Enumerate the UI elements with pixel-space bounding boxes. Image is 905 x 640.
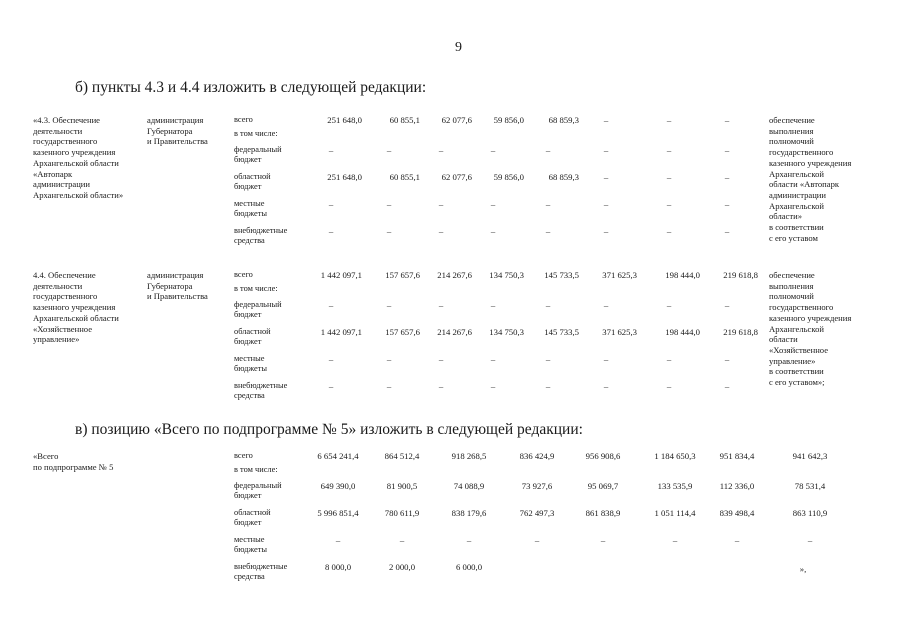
text-line: бюджеты: [234, 545, 268, 554]
section_44-value-cell: –: [603, 354, 609, 364]
section_44-source-label: [234, 354, 267, 374]
heading-b: б) пункты 4.3 и 4.4 изложить в следующей редакции:: [75, 79, 427, 96]
text-line: обеспечение: [769, 115, 815, 125]
section_44-source-label: [234, 327, 271, 347]
section_43-value-cell: –: [603, 199, 609, 209]
text-line: в соответствии: [769, 366, 824, 377]
section_total-source-label: [234, 451, 253, 461]
section_44-value-cell: 198 444,0: [665, 270, 700, 280]
text-line: области: [769, 334, 798, 345]
section_44-result: [769, 270, 851, 388]
section_44-executor: [147, 270, 208, 302]
section_43-value-cell: 60 855,1: [389, 172, 420, 182]
text-line: средства: [234, 391, 265, 400]
section_44-value-cell: –: [603, 300, 609, 310]
section_43-value-cell: –: [603, 172, 609, 182]
text-line: бюджет: [234, 518, 262, 527]
section_total-value-cell: –: [600, 535, 606, 545]
text-line: администрация: [147, 115, 204, 125]
section_44-value-cell: 198 444,0: [665, 327, 700, 337]
section_total-title: [33, 451, 113, 472]
section_total-value-cell: 5 996 851,4: [317, 508, 359, 518]
page-number: 9: [455, 40, 462, 55]
section_43-source-label: [234, 226, 287, 246]
section_44-value-cell: 219 618,8: [723, 270, 758, 280]
section_43-value-cell: –: [545, 199, 551, 209]
section_total-value-cell: 95 069,7: [587, 481, 619, 491]
section_44-value-cell: –: [386, 354, 392, 364]
section_43-source-label: [234, 172, 271, 192]
section_43-value-cell: –: [328, 199, 334, 209]
section_44-value-cell: –: [603, 381, 609, 391]
section_43-value-cell: –: [724, 145, 730, 155]
text-line: бюджеты: [234, 209, 268, 218]
section_44-value-cell: –: [666, 300, 672, 310]
section_total-closing-mark: »,: [799, 564, 807, 574]
section_total-value-cell: 951 834,4: [719, 451, 755, 461]
text-line: средства: [234, 572, 265, 581]
section_43-source-label: [234, 129, 278, 139]
text-line: администрации: [769, 189, 827, 200]
text-line: полномочий: [769, 291, 814, 302]
section_43-value-cell: –: [724, 115, 730, 125]
text-line: «Хозяйственное: [769, 344, 829, 355]
section_43-value-cell: –: [724, 199, 730, 209]
section_44-value-cell: –: [328, 300, 334, 310]
section_total-value-cell: 863 110,9: [792, 508, 828, 518]
text-line: области»: [769, 211, 803, 222]
text-line: внебюджетные: [234, 381, 288, 390]
section_total-value-cell: 861 838,9: [585, 508, 621, 518]
text-line: управление»: [33, 334, 80, 345]
section_total-source-label: [234, 481, 282, 501]
section_total-value-cell: 78 531,4: [794, 481, 826, 491]
section_44-source-label: [234, 381, 287, 401]
section_total-value-cell: 2 000,0: [388, 562, 416, 572]
text-line: администрация: [147, 270, 204, 280]
section_total-value-cell: 956 908,6: [585, 451, 621, 461]
section_44-value-cell: –: [724, 300, 730, 310]
section_44-value-cell: –: [545, 381, 551, 391]
section_44-value-cell: –: [490, 300, 496, 310]
section_44-value-cell: 219 618,8: [723, 327, 758, 337]
section_44-value-cell: –: [666, 381, 672, 391]
text-line: в том числе:: [234, 129, 278, 138]
section_43-source-label: [234, 115, 253, 125]
text-line: Архангельской: [769, 168, 824, 179]
text-line: «Всего: [33, 451, 59, 461]
text-line: областной: [234, 327, 271, 336]
section_total-value-cell: 762 497,3: [519, 508, 555, 518]
section_44-value-cell: 145 733,5: [544, 327, 579, 337]
section_total-value-cell: 941 642,3: [792, 451, 828, 461]
section_total-value-cell: 780 611,9: [384, 508, 420, 518]
section_44-value-cell: –: [328, 354, 334, 364]
text-line: с его уставом»;: [769, 377, 825, 388]
section_total-value-cell: –: [466, 535, 472, 545]
section_43-value-cell: 68 859,3: [548, 115, 579, 125]
text-line: выполнения: [769, 125, 814, 136]
section_43-source-label: [234, 199, 267, 219]
text-line: в том числе:: [234, 465, 278, 474]
text-line: бюджет: [234, 337, 262, 346]
section_44-value-cell: 214 267,6: [437, 270, 472, 280]
text-line: «Хозяйственное: [33, 323, 93, 334]
text-line: полномочий: [769, 136, 814, 147]
section_43-result: [769, 115, 851, 243]
section_44-value-cell: –: [386, 300, 392, 310]
section_44-value-cell: 1 442 097,1: [320, 270, 362, 280]
section_43-value-cell: –: [666, 199, 672, 209]
section_44-value-cell: –: [438, 354, 444, 364]
section_total-value-cell: 839 498,4: [719, 508, 755, 518]
text-line: «Автопарк: [33, 168, 73, 179]
section_44-value-cell: 214 267,6: [437, 327, 472, 337]
text-line: Губернатора: [147, 125, 193, 136]
section_total-value-cell: 864 512,4: [384, 451, 420, 461]
section_43-value-cell: –: [386, 226, 392, 236]
text-line: местные: [234, 354, 265, 363]
section_43-executor: [147, 115, 208, 147]
section_43-value-cell: 62 077,6: [441, 172, 472, 182]
section_total-value-cell: –: [672, 535, 678, 545]
text-line: Архангельской: [769, 323, 824, 334]
section_43-value-cell: –: [490, 145, 496, 155]
section_43-value-cell: –: [490, 199, 496, 209]
section_43-value-cell: 68 859,3: [548, 172, 579, 182]
section_43-value-cell: –: [545, 226, 551, 236]
section_43-value-cell: –: [328, 226, 334, 236]
section_43-value-cell: 251 648,0: [327, 115, 362, 125]
section_44-value-cell: –: [666, 354, 672, 364]
section_total-value-cell: 133 535,9: [657, 481, 693, 491]
text-line: бюджет: [234, 310, 262, 319]
section_44-value-cell: –: [490, 354, 496, 364]
text-line: внебюджетные: [234, 562, 288, 571]
section_total-source-label: [234, 535, 267, 555]
section_43-value-cell: 251 648,0: [327, 172, 362, 182]
section_44-value-cell: –: [545, 354, 551, 364]
text-line: всего: [234, 115, 253, 124]
text-line: бюджет: [234, 182, 262, 191]
text-line: Архангельской области: [33, 312, 119, 323]
heading-v: в) позицию «Всего по подпрограмме № 5» изложить в следующей редакции:: [75, 421, 583, 438]
text-line: местные: [234, 199, 265, 208]
text-line: государственного: [769, 302, 834, 313]
section_43-value-cell: –: [603, 115, 609, 125]
section_43-value-cell: –: [438, 145, 444, 155]
section_43-value-cell: –: [545, 145, 551, 155]
section_43-value-cell: 59 856,0: [493, 115, 524, 125]
section_total-value-cell: 838 179,6: [451, 508, 487, 518]
section_total-value-cell: 6 654 241,4: [317, 451, 359, 461]
section_total-value-cell: 1 051 114,4: [654, 508, 696, 518]
section_total-value-cell: –: [734, 535, 740, 545]
text-line: местные: [234, 535, 265, 544]
section_total-value-cell: 8 000,0: [324, 562, 352, 572]
text-line: бюджет: [234, 155, 262, 164]
section_44-source-label: [234, 300, 282, 320]
section_total-value-cell: 649 390,0: [320, 481, 356, 491]
section_44-value-cell: 371 625,3: [602, 270, 637, 280]
text-line: бюджеты: [234, 364, 268, 373]
section_total-value-cell: 112 336,0: [719, 481, 755, 491]
text-line: внебюджетные: [234, 226, 288, 235]
text-line: Губернатора: [147, 280, 193, 291]
section_43-value-cell: 60 855,1: [389, 115, 420, 125]
section_total-value-cell: 918 268,5: [451, 451, 487, 461]
section_44-value-cell: –: [724, 381, 730, 391]
text-line: федеральный: [234, 300, 282, 309]
section_43-value-cell: –: [603, 226, 609, 236]
text-line: деятельности: [33, 125, 83, 136]
text-line: федеральный: [234, 481, 282, 490]
section_total-source-label: [234, 465, 278, 475]
section_43-value-cell: –: [666, 172, 672, 182]
text-line: всего: [234, 451, 253, 460]
section_total-source-label: [234, 562, 287, 582]
text-line: администрации: [33, 179, 91, 190]
text-line: выполнения: [769, 280, 814, 291]
text-line: в том числе:: [234, 284, 278, 293]
section_43-value-cell: –: [386, 145, 392, 155]
text-line: казенного учреждения: [769, 312, 852, 323]
text-line: по подпрограмме № 5: [33, 461, 114, 472]
text-line: области «Автопарк: [769, 179, 840, 190]
text-line: федеральный: [234, 145, 282, 154]
text-line: всего: [234, 270, 253, 279]
text-line: 4.4. Обеспечение: [33, 270, 96, 280]
section_43-value-cell: 59 856,0: [493, 172, 524, 182]
text-line: государственного: [33, 136, 98, 147]
text-line: государственного: [33, 291, 98, 302]
section_total-value-cell: 1 184 650,3: [654, 451, 696, 461]
section_44-value-cell: –: [438, 381, 444, 391]
section_total-value-cell: 836 424,9: [519, 451, 555, 461]
text-line: с его уставом: [769, 232, 818, 243]
section_43-value-cell: –: [666, 226, 672, 236]
section_43-value-cell: –: [724, 172, 730, 182]
section_44-value-cell: –: [438, 300, 444, 310]
text-line: казенного учреждения: [33, 302, 116, 313]
section_total-value-cell: –: [807, 535, 813, 545]
section_44-value-cell: –: [328, 381, 334, 391]
section_43-value-cell: –: [666, 115, 672, 125]
section_44-source-label: [234, 270, 253, 280]
section_total-value-cell: 73 927,6: [521, 481, 553, 491]
section_43-value-cell: –: [438, 199, 444, 209]
section_43-title: [33, 115, 123, 201]
section_43-value-cell: 62 077,6: [441, 115, 472, 125]
section_44-value-cell: 145 733,5: [544, 270, 579, 280]
section_total-value-cell: 74 088,9: [453, 481, 485, 491]
section_43-value-cell: –: [724, 226, 730, 236]
section_43-value-cell: –: [490, 226, 496, 236]
section_43-value-cell: –: [603, 145, 609, 155]
text-line: казенного учреждения: [33, 147, 116, 158]
section_44-source-label: [234, 284, 278, 294]
section_total-value-cell: –: [399, 535, 405, 545]
text-line: областной: [234, 508, 271, 517]
section_44-value-cell: 134 750,3: [489, 270, 524, 280]
section_44-value-cell: –: [545, 300, 551, 310]
section_44-value-cell: –: [386, 381, 392, 391]
text-line: и Правительства: [147, 291, 208, 302]
section_43-value-cell: –: [666, 145, 672, 155]
text-line: в соответствии: [769, 222, 824, 233]
section_44-value-cell: –: [724, 354, 730, 364]
text-line: казенного учреждения: [769, 157, 852, 168]
text-line: Архангельской области: [33, 157, 119, 168]
section_44-value-cell: –: [490, 381, 496, 391]
section_total-value-cell: –: [335, 535, 341, 545]
text-line: «4.3. Обеспечение: [33, 115, 100, 125]
text-line: государственного: [769, 147, 834, 158]
section_44-value-cell: 371 625,3: [602, 327, 637, 337]
text-line: и Правительства: [147, 136, 208, 147]
section_total-value-cell: –: [534, 535, 540, 545]
section_total-value-cell: 6 000,0: [455, 562, 483, 572]
section_43-value-cell: –: [328, 145, 334, 155]
text-line: средства: [234, 236, 265, 245]
text-line: Архангельской: [769, 200, 824, 211]
text-line: областной: [234, 172, 271, 181]
section_total-source-label: [234, 508, 271, 528]
text-line: управление»: [769, 355, 816, 366]
section_43-value-cell: –: [386, 199, 392, 209]
section_total-value-cell: 81 900,5: [386, 481, 418, 491]
text-line: Архангельской области»: [33, 189, 124, 200]
section_43-source-label: [234, 145, 282, 165]
section_44-value-cell: 157 657,6: [385, 327, 420, 337]
section_44-value-cell: 1 442 097,1: [320, 327, 362, 337]
section_44-value-cell: 157 657,6: [385, 270, 420, 280]
section_44-title: [33, 270, 119, 345]
section_43-value-cell: –: [438, 226, 444, 236]
text-line: деятельности: [33, 280, 83, 291]
text-line: бюджет: [234, 491, 262, 500]
text-line: обеспечение: [769, 270, 815, 280]
section_44-value-cell: 134 750,3: [489, 327, 524, 337]
